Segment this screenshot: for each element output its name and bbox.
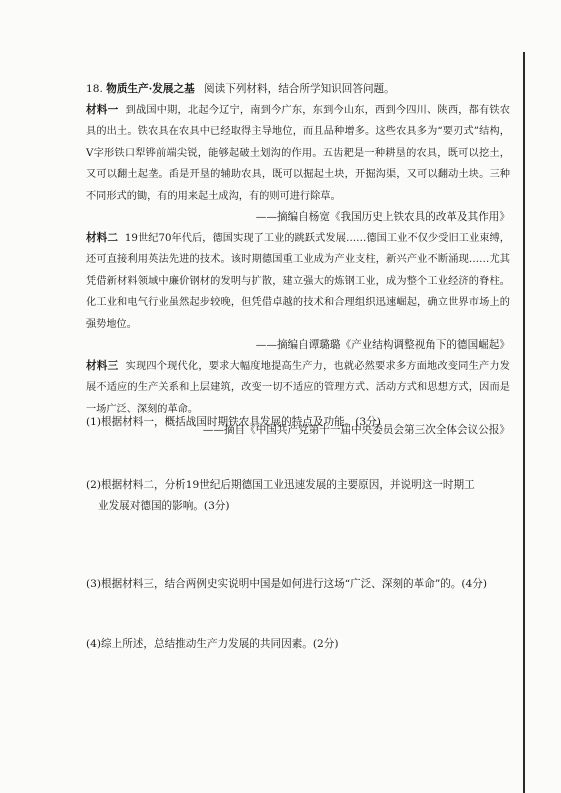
question-number: 18. bbox=[86, 83, 103, 95]
material-3-label: 材料三 bbox=[86, 359, 119, 372]
material-2-text: 19世纪70年代后，德国实现了工业的跳跃式发展……德国工业不仅少受旧工业束缚，还可直接利用英法先进的技术。该时期德国重工业成为产业支柱，新兴产业不断涌现……尤其凭借新材料领域中廉价钢材的发明与扩散，建立强大的炼钢工业，成为整个工业经济的脊柱。化工业和电气行业虽然起步较晚，但凭借卓越的技术和合理组织迅速崛起，确立世界市场上的强势地位。 bbox=[86, 232, 510, 330]
sub-question-3: (3)根据材料三，结合两例史实说明中国是如何进行这场“广泛、深刻的革命”的。(4分) bbox=[86, 578, 488, 590]
sub-question-1: (1)根据材料一，概括战国时期铁农具发展的特点及功能。(3分) bbox=[86, 416, 381, 428]
material-2 bbox=[86, 228, 510, 356]
question-18 bbox=[86, 79, 510, 650]
material-1-text: 到战国中期，北起今辽宁，南到今广东，东到今山东，西到今四川、陕西，都有铁农具的出土。铁农具在农具中已经取得主导地位，而且品种增多。这些农具多为“要刃式”结构，V字形铁口犁铧前端尖锐，能够起破土划沟的作用。五齿耙是一种耕垦的农具，既可以挖土，又可以翻土起垄。臿是开垦的辅助农具，既可以掘起土块，开掘沟渠，又可以翻动土块。三种不同形式的锄，有的用来起土成沟，有的则可进行除草。 bbox=[86, 104, 510, 202]
margin-rule bbox=[523, 52, 525, 793]
material-3-text: 实现四个现代化，要求大幅度地提高生产力，也就必然要求多方面地改变同生产力发展不适应的生产关系和上层建筑，改变一切不适应的管理方式、活动方式和思想方式，因而是一场广泛、深刻的革命。 bbox=[86, 360, 510, 415]
material-1-source: ——摘编自杨宽《我国历史上铁农具的改革及其作用》 bbox=[255, 211, 510, 223]
material-1 bbox=[86, 100, 510, 228]
question-instruction: 阅读下列材料，结合所学知识回答问题。 bbox=[204, 83, 395, 95]
sub-question-2-line-2: 业发展对德国的影响。(3分) bbox=[98, 499, 230, 512]
sub-question-2-line-1: (2)根据材料二，分析19世纪后期德国工业迅速发展的主要原因，并说明这一时期工 bbox=[86, 479, 475, 491]
material-3-source: ——摘自《中国共产党第十一届中央委员会第三次全体会议公报》 bbox=[202, 424, 510, 436]
sub-question-2 bbox=[86, 475, 510, 516]
sub-question-4: (4)综上所述，总结推动生产力发展的共同因素。(2分) bbox=[86, 638, 339, 650]
material-1-label: 材料一 bbox=[86, 103, 119, 116]
question-header bbox=[86, 79, 510, 100]
material-2-label: 材料二 bbox=[86, 231, 119, 244]
material-2-source: ——摘编自谭璐璐《产业结构调整视角下的德国崛起》 bbox=[255, 339, 510, 351]
question-title: 物质生产·发展之基 bbox=[106, 83, 195, 95]
